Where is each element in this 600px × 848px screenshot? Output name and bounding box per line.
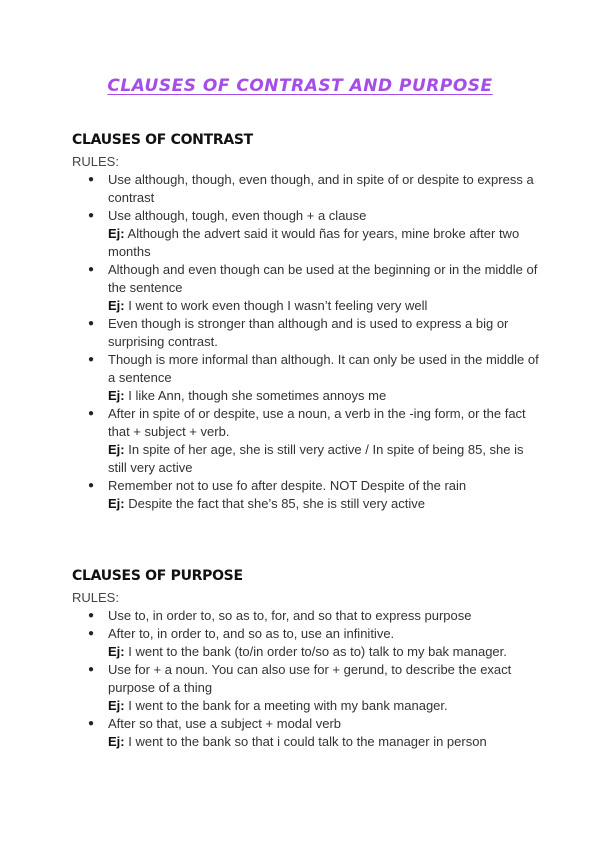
rule-text: Although and even though can be used at the beginning or in the middle of the sentence bbox=[108, 262, 538, 295]
list-item bbox=[72, 625, 542, 661]
example-text: I went to the bank so that i could talk to the manager in person bbox=[124, 734, 487, 749]
example bbox=[108, 297, 542, 315]
example-label: Ej: bbox=[108, 496, 125, 511]
rules-label: RULES: bbox=[72, 154, 119, 169]
example-label: Ej: bbox=[108, 644, 125, 659]
example bbox=[108, 441, 542, 477]
example bbox=[108, 643, 542, 661]
example bbox=[108, 697, 542, 715]
list-item bbox=[72, 171, 542, 207]
rule-text: After to, in order to, and so as to, use an infinitive. bbox=[108, 626, 395, 641]
example-label: Ej: bbox=[108, 388, 125, 403]
list-item bbox=[72, 715, 542, 751]
section-purpose bbox=[72, 566, 542, 751]
example-label: Ej: bbox=[108, 734, 125, 749]
rule-text: Even though is stronger than although and is used to express a big or surprising contrast. bbox=[108, 316, 509, 349]
list-item bbox=[72, 261, 542, 315]
example-label: Ej: bbox=[108, 226, 125, 241]
rule-text: After in spite of or despite, use a noun, a verb in the -ing form, or the fact that + subject + verb. bbox=[108, 406, 526, 439]
example bbox=[108, 495, 542, 513]
rule-text: Though is more informal than although. It can only be used in the middle of a sentence bbox=[108, 352, 539, 385]
rule-text: Use for + a noun. You can also use for + gerund, to describe the exact purpose of a thing bbox=[108, 662, 512, 695]
example-text: Despite the fact that she’s 85, she is still very active bbox=[124, 496, 425, 511]
rule-text: Use although, though, even though, and in spite of or despite to express a contrast bbox=[108, 172, 534, 205]
example-text: Although the advert said it would ñas for years, mine broke after two months bbox=[108, 226, 520, 259]
list-item bbox=[72, 661, 542, 715]
example-label: Ej: bbox=[108, 442, 125, 457]
example-label: Ej: bbox=[108, 298, 125, 313]
rule-text: After so that, use a subject + modal verb bbox=[108, 716, 342, 731]
list-item bbox=[72, 351, 542, 405]
example-label: Ej: bbox=[108, 698, 125, 713]
rule-text: Remember not to use fo after despite. NOT Despite of the rain bbox=[108, 478, 467, 493]
rule-text: Use to, in order to, so as to, for, and so that to express purpose bbox=[108, 608, 472, 623]
page-title: CLAUSES OF CONTRAST AND PURPOSE bbox=[107, 76, 493, 96]
example bbox=[108, 225, 542, 261]
section-contrast bbox=[72, 130, 542, 513]
example bbox=[108, 387, 542, 405]
example-text: I went to the bank for a meeting with my bank manager. bbox=[124, 698, 448, 713]
rules-list bbox=[72, 171, 542, 513]
example-text: I went to work even though I wasn’t feeling very well bbox=[124, 298, 428, 313]
rule-text: Use although, tough, even though + a clause bbox=[108, 208, 367, 223]
example bbox=[108, 733, 542, 751]
list-item bbox=[72, 207, 542, 261]
rules-label: RULES: bbox=[72, 590, 119, 605]
section-heading: CLAUSES OF CONTRAST bbox=[72, 132, 253, 148]
example-text: I went to the bank (to/in order to/so as to) talk to my bak manager. bbox=[124, 644, 507, 659]
rules-list bbox=[72, 607, 542, 751]
list-item bbox=[72, 315, 542, 351]
list-item bbox=[72, 607, 542, 625]
list-item bbox=[72, 405, 542, 477]
example-text: I like Ann, though she sometimes annoys me bbox=[124, 388, 387, 403]
list-item bbox=[72, 477, 542, 513]
section-heading: CLAUSES OF PURPOSE bbox=[72, 568, 243, 584]
example-text: In spite of her age, she is still very active / In spite of being 85, she is still very active bbox=[108, 442, 524, 475]
